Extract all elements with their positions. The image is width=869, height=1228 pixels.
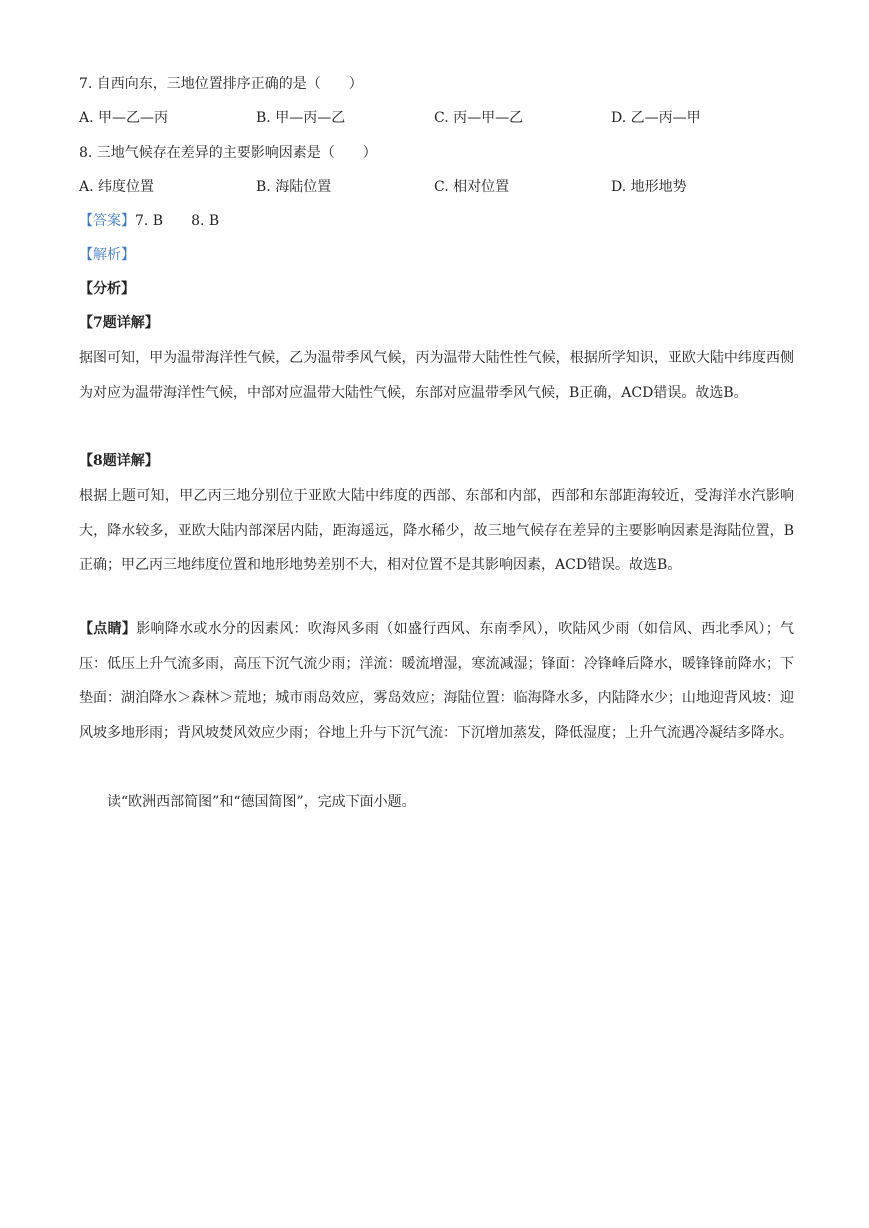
dianjing-text: 影响降水或水分的因素风：吹海风多雨（如盛行西风、东南季风），吹陆风少雨（如信风、西北季风）；气压：低压上升气流多雨，高压下沉气流少雨；洋流：暖流增湿，寒流减湿；锋面：冷锋峰后降水，暖锋锋前降水；下垫面：湖泊降水＞森林＞荒地；城市雨岛效应，雾岛效应；海陆位置：临海降水多，内陆降水少；山地迎背风坡：迎风坡多地形雨；背风坡焚风效应少雨；谷地上升与下沉气流：下沉增加蒸发，降低湿度；上升气流遇冷凝结多降水。 bbox=[79, 621, 795, 741]
q7-option-a: A. 甲—乙—丙 bbox=[79, 110, 169, 126]
q8-option-c: C. 相对位置 bbox=[434, 179, 510, 195]
answer-line bbox=[79, 211, 219, 231]
dianjing-paragraph bbox=[79, 612, 794, 750]
detail-8-title: 【8题详解】 bbox=[79, 453, 159, 469]
q8-option-d: D. 地形地势 bbox=[611, 179, 687, 195]
reading-instruction: 读“欧洲西部简图”和“德国简图”，完成下面小题。 bbox=[107, 794, 416, 810]
q7-option-d: D. 乙—丙—甲 bbox=[611, 110, 701, 126]
fenxi-tag: 【分析】 bbox=[79, 281, 135, 297]
answer-text: 7. B 8. B bbox=[135, 213, 220, 229]
detail-7-title: 【7题详解】 bbox=[79, 315, 159, 331]
analysis-tag: 【解析】 bbox=[79, 247, 135, 263]
dianjing-tag: 【点睛】 bbox=[79, 621, 137, 637]
q8-option-a: A. 纬度位置 bbox=[79, 179, 155, 195]
question-8-stem: 8. 三地气候存在差异的主要影响因素是（ ） bbox=[79, 145, 377, 161]
q7-option-c: C. 丙—甲—乙 bbox=[434, 110, 524, 126]
answer-tag: 【答案】 bbox=[79, 213, 135, 229]
detail-8-text: 根据上题可知，甲乙丙三地分别位于亚欧大陆中纬度的西部、东部和内部，西部和东部距海较近，受海洋水汽影响大，降水较多，亚欧大陆内部深居内陆，距海遥远，降水稀少，故三地气候存在差异的主要影响因素是海陆位置，B正确；甲乙丙三地纬度位置和地形地势差别不大，相对位置不是其影响因素，ACD错误。故选B。 bbox=[79, 488, 794, 573]
q7-option-b: B. 甲—丙—乙 bbox=[256, 110, 346, 126]
question-7-stem: 7. 自西向东，三地位置排序正确的是（ ） bbox=[79, 76, 363, 92]
detail-7-text: 据图可知，甲为温带海洋性气候，乙为温带季风气候，丙为温带大陆性性气候，根据所学知识，亚欧大陆中纬度西侧为对应为温带海洋性气候，中部对应温带大陆性气候，东部对应温带季风气候，B正确，ACD错误。故选B。 bbox=[79, 350, 794, 401]
q8-option-b: B. 海陆位置 bbox=[256, 179, 332, 195]
